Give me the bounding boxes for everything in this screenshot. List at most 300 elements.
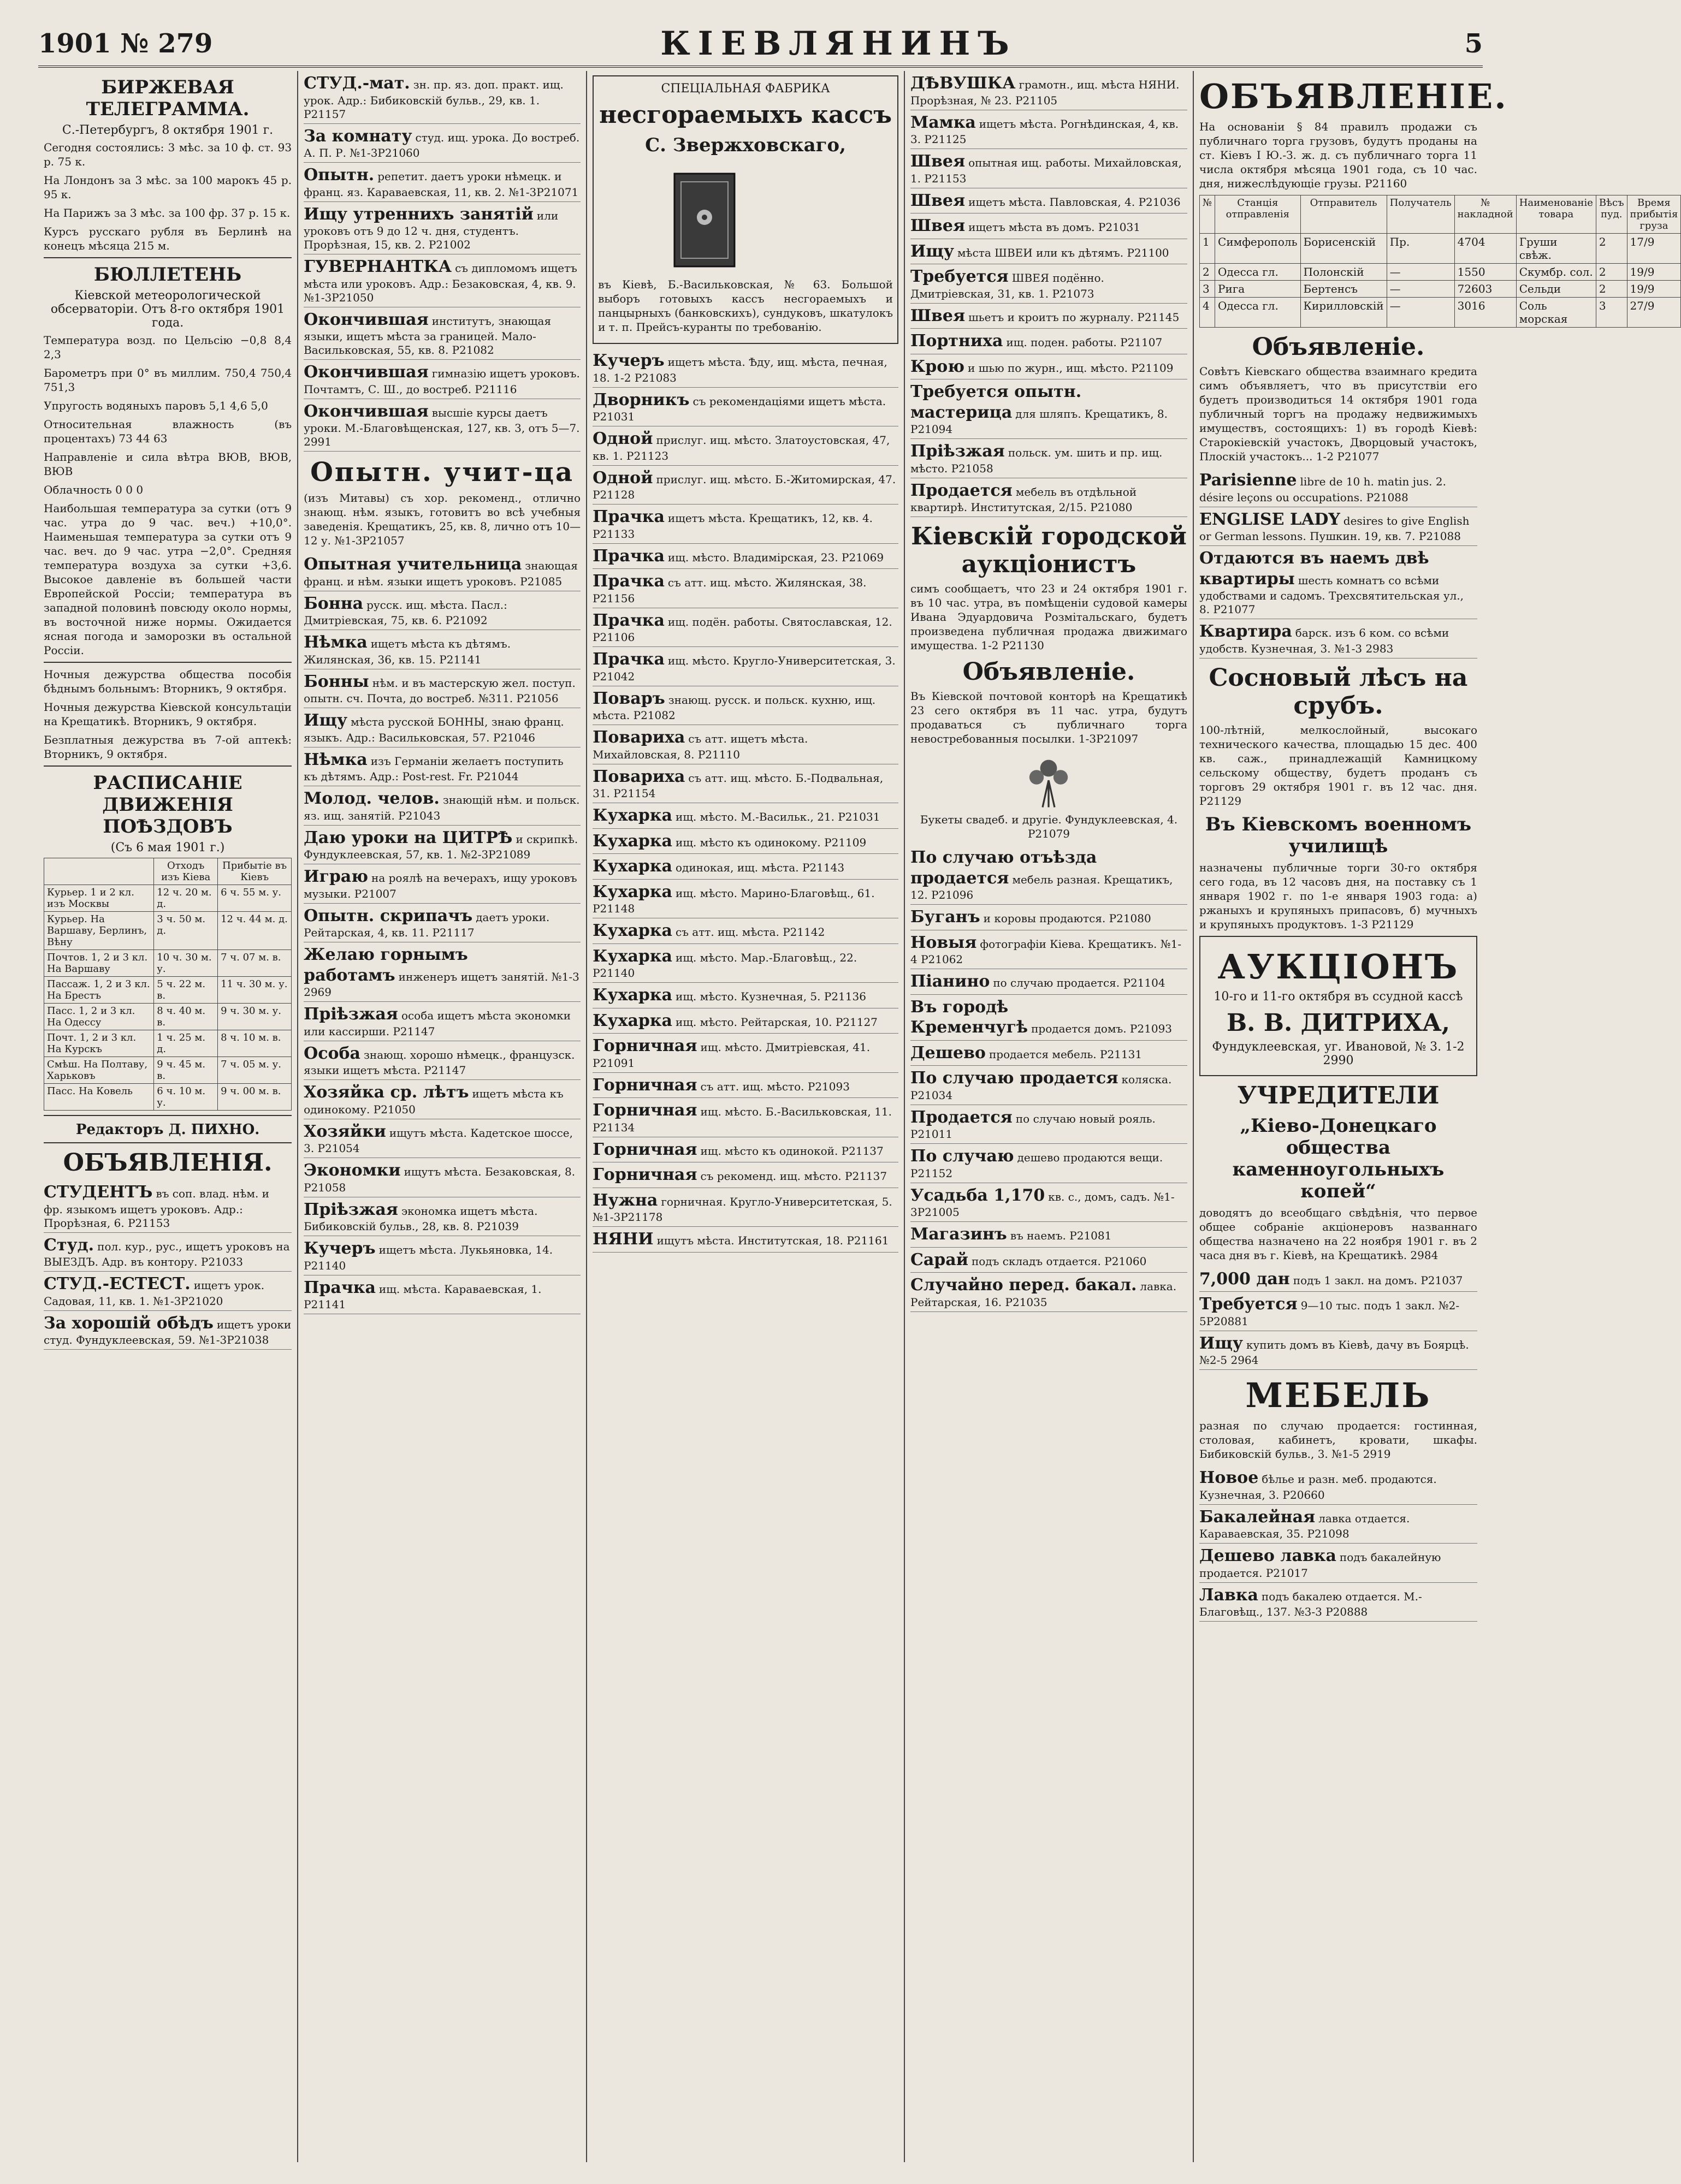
cargo-cell: Кирилловскій: [1300, 298, 1387, 328]
cargo-cell: Симферополь: [1215, 234, 1301, 264]
main-notice-text: На основаніи § 84 правилъ продажи съ публичнаго торга грузовъ, будутъ проданы на ст. Кіевъ I Ю.-З. ж. д. съ публичнаго торга 11 числа октября мѣсяца 1901 года, съ 10 час. дня, нижеслѣдующіе грузы. Р21160: [1199, 120, 1477, 190]
ad-title: ENGLISE LADY: [1199, 509, 1340, 529]
train-arrival: 8 ч. 10 м. в.: [218, 1030, 292, 1057]
ad-title: Дешево: [910, 1043, 986, 1063]
ad-title: Горничная: [593, 1165, 697, 1184]
cargo-cell: 2: [1596, 281, 1627, 298]
list-item: [593, 1137, 898, 1163]
council-title: Объявленіе.: [1252, 333, 1425, 361]
ad-text: ищетъ урок. Садовая, 11, кв. 1. №1-3Р21020: [44, 1279, 265, 1308]
list-item: [593, 426, 898, 466]
flower-caption: Букеты свадеб. и другіе. Фундуклеевская, 4. Р21079: [920, 813, 1178, 840]
cargo-col-header: №: [1199, 195, 1215, 234]
list-item: [910, 110, 1187, 150]
list-item: [910, 1273, 1187, 1312]
train-route: Почт. 1, 2 и 3 кл. На Курскъ: [44, 1030, 154, 1057]
ad-text: дешево продаются вещи. Р21152: [910, 1151, 1163, 1180]
ad-title: Ищу: [304, 711, 348, 730]
list-item: [304, 163, 581, 202]
table-row: [44, 912, 292, 950]
train-arrival: 7 ч. 07 м. в.: [218, 950, 292, 977]
ad-text: ищ. мѣсто. Марино-Благовѣщ., 61. Р21148: [593, 886, 875, 915]
forest-text: 100-лѣтній, мелкослойный, высокаго технического качества, площадью 15 дес. 400 кв. саж., принадлежащій Камницкому сельскому обществу, будетъ проданъ съ торговъ 29 октября 1901 г. въ 12 час. дня. Р21129: [1199, 723, 1477, 808]
ad-title: Прачка: [593, 610, 665, 630]
cargo-cell: 27/9: [1627, 298, 1681, 328]
ad-text: гимназію ищетъ уроковъ. Почтамтъ, С. Ш., до востреб. Р21116: [304, 367, 580, 396]
train-route: Пассаж. 1, 2 и 3 кл. На Брестъ: [44, 977, 154, 1004]
ad-title: Прачка: [304, 1278, 376, 1297]
ad-title: Требуется: [1199, 1295, 1298, 1314]
list-item: [593, 686, 898, 726]
main-notice-title: ОБЪЯВЛЕНІЕ.: [1199, 76, 1508, 116]
table-row: [44, 977, 292, 1004]
table-row: [44, 1004, 292, 1030]
ad-title: Кухарка: [593, 831, 672, 851]
ad-title: Ищу: [1199, 1333, 1243, 1353]
ad-title: Горничная: [593, 1075, 697, 1095]
military-text: назначены публичные торги 30-го октября сего года, въ 12 часовъ дня, на поставку съ 1 января 1902 г. по 1-е января 1903 года: а) ржаныхъ и крупяныхъ припасовъ, б) мучныхъ и крупяныхъ продуктовъ. 1-3 Р21129: [1199, 860, 1477, 931]
founders-name: „Кіево-Донецкаго общества каменноугольныхъ копей“: [1232, 1114, 1445, 1202]
ad-title: Пріѣзжая: [304, 1005, 398, 1024]
ad-text: подъ 1 закл. на домъ. Р21037: [1293, 1273, 1463, 1287]
ad-title: Пріѣзжая: [304, 1200, 398, 1219]
ad-text: мебель въ отдѣльной квартирѣ. Институтская, 2/15. Р21080: [910, 485, 1137, 514]
train-table: [44, 858, 292, 1111]
ad-title: Нѣмка: [304, 633, 368, 652]
ad-text: съ атт. ищ. мѣста. Р21142: [676, 925, 825, 939]
list-item: [1199, 1544, 1477, 1583]
list-item: [304, 360, 581, 399]
train-col-header: Прибытіе въ Кіевъ: [218, 858, 292, 885]
ad-title: Студ.: [44, 1235, 94, 1255]
ad-title: НЯНИ: [593, 1230, 654, 1249]
cargo-cell: 3: [1596, 298, 1627, 328]
ad-title: ГУВЕРНАНТКА: [304, 257, 452, 276]
issue-number: 1901 № 279: [38, 28, 213, 59]
ad-text: грамотн., ищ. мѣста НЯНИ. Прорѣзная, № 23. Р21105: [910, 78, 1180, 107]
ad-title: По случаю продается: [910, 1069, 1118, 1088]
train-route: Курьер. На Варшаву, Берлинъ, Вѣну: [44, 912, 154, 950]
cargo-cell: 1: [1199, 234, 1215, 264]
list-item: [304, 1041, 581, 1081]
list-item: [304, 669, 581, 709]
auction-text: симъ сообщаетъ, что 23 и 24 октября 1901 г. въ 10 час. утра, въ помѣщеніи судовой камеры Ивана Эдуардовича Розмітальскаго, будетъ произведена публичная продажа движимаго имущества. 1-2 Р21130: [910, 582, 1187, 652]
train-departure: 8 ч. 40 м. в.: [154, 1004, 218, 1030]
ad-text: даетъ уроки. Рейтарская, 4, кв. 11. Р21117: [304, 910, 550, 939]
ad-title: Случайно перед. бакал.: [910, 1275, 1137, 1295]
ad-text: ищутъ мѣста. Безаковская, 8. Р21058: [304, 1165, 576, 1194]
train-route: Курьер. 1 и 2 кл. изъ Москвы: [44, 885, 154, 912]
divider: [44, 257, 292, 258]
ad-title: Одной: [593, 429, 653, 448]
list-item: [304, 254, 581, 307]
ad-title: Нѣмка: [304, 750, 368, 769]
list-item: [304, 942, 581, 1002]
ad-title: Кухарка: [593, 1011, 672, 1030]
ad-text: въ наемъ. Р21081: [1010, 1229, 1112, 1242]
page-number: 5: [1464, 28, 1483, 59]
teacher-text: (изъ Митавы) съ хор. рекоменд., отлично знающ. нѣм. языкъ, готовитъ во всѣ учебныя заведенія. Крещатикъ, 25, кв. 8, лично отъ 10—12 у. №1-3Р21057: [304, 491, 581, 547]
ad-title: Портниха: [910, 331, 1003, 351]
ad-title: Прачка: [593, 507, 665, 526]
safe-factory-ad: [593, 75, 898, 344]
list-item: [304, 1197, 581, 1237]
col2-ads: [304, 71, 581, 452]
ad-title: За комнату: [304, 126, 412, 146]
ad-text: ищетъ мѣста. Павловская, 4. Р21036: [968, 195, 1181, 209]
ad-text: ищ. мѣста. Караваевская, 1. Р21141: [304, 1282, 542, 1311]
trains-subtitle: (Съ 6 мая 1901 г.): [110, 841, 225, 854]
ad-title: Дешево лавка: [1199, 1546, 1336, 1565]
ad-title: Особа: [304, 1043, 360, 1063]
list-item: [910, 1041, 1187, 1066]
col4-ads-2: [910, 845, 1187, 1312]
ad-title: Горничная: [593, 1101, 697, 1120]
ad-text: съ атт. ищ. мѣсто. Р21093: [700, 1079, 850, 1093]
list-item: [593, 944, 898, 983]
list-item: [304, 747, 581, 787]
list-item: [304, 552, 581, 591]
list-item: [593, 983, 898, 1008]
weather-line: Относительная влажность (въ процентахъ) 73 44 63: [44, 418, 292, 445]
weather-text: Наибольшая температура за сутки (отъ 9 час. утра до 9 час. веч.) +10,0°. Наименьшая температура за сутки отъ 9 час. веч. до 9 час. утра −2,0°. Средняя температура воздуха за сутки +3,6. Высокое давленіе въ большей части Европейской Россіи; температура въ западной половинѣ повсюду около нормы, въ восточной ниже нормы. Ожидается ясная погода и заморозки въ остальной Россіи.: [44, 502, 292, 657]
list-item: [593, 829, 898, 854]
column-2: [298, 71, 587, 2162]
ad-text: ищ. мѣсто къ одинокой. Р21137: [700, 1144, 884, 1158]
ad-text: подъ складъ отдается. Р21060: [971, 1254, 1147, 1268]
language-ads: [1199, 468, 1477, 546]
cargo-col-header: Время прибытія груза: [1627, 195, 1681, 234]
list-item: [910, 478, 1187, 518]
ad-title: Крою: [910, 357, 965, 376]
ad-title: Бакалейная: [1199, 1507, 1316, 1527]
list-item: [304, 826, 581, 865]
col2-ads-2: [304, 552, 581, 1314]
ad-title: Кухарка: [593, 921, 672, 940]
ad-title: Отдаются въ наемъ двѣ квартиры: [1199, 549, 1429, 589]
table-row: [44, 1030, 292, 1057]
cargo-cell: —: [1387, 281, 1454, 298]
auction-title: Кіевскій городской аукціонистъ: [911, 523, 1187, 578]
list-item: [910, 1105, 1187, 1144]
cargo-cell: Сельди: [1516, 281, 1596, 298]
ad-title: Кухарка: [593, 882, 672, 901]
list-item: [910, 239, 1187, 265]
ad-text: ищ. мѣсто. Владимірская, 23. Р21069: [667, 550, 884, 564]
list-item: [593, 1034, 898, 1073]
list-item: [593, 725, 898, 764]
ad-text: знающій нѣм. и польск. яз. ищ. занятій. Р21043: [304, 793, 580, 822]
table-row: [44, 1084, 292, 1111]
list-item: [593, 764, 898, 804]
ad-text: въ соп. влад. нѣм. и фр. языкомъ ищетъ уроковъ. Адр.: Прорѣзная, 6. Р21153: [44, 1187, 269, 1230]
ad-title: СТУД.-ЕСТЕСТ.: [44, 1274, 191, 1293]
cargo-cell: Груши свѣж.: [1516, 234, 1596, 264]
ad-text: знающ. хорошо нѣмецк., французск. языки ищетъ мѣста. Р21147: [304, 1048, 575, 1077]
train-arrival: 11 ч. 30 м. у.: [218, 977, 292, 1004]
ad-title: Прачка: [593, 546, 665, 566]
list-item: [304, 591, 581, 631]
ad-text: и скрипкѣ. Фундуклеевская, 57, кв. 1. №2-3Р21089: [304, 832, 578, 861]
telegram-lines: [44, 140, 292, 253]
furniture-title: МЕБЕЛЬ: [1245, 1375, 1431, 1415]
ad-text: высшіе курсы даетъ уроки. М.-Благовѣщенская, 127, кв. 3, отъ 5—7. 2991: [304, 406, 580, 448]
safe-text: въ Кіевѣ, Б.-Васильковская, № 63. Большой выборъ готовыхъ кассъ несгораемыхъ и панцырныхъ (банковскихъ), сундуковъ, шкатулокъ и т. п. Прейсъ-куранты по требованію.: [598, 278, 893, 334]
ad-text: съ атт. ищ. мѣсто. Жилянская, 38. Р21156: [593, 576, 867, 605]
list-item: [593, 608, 898, 648]
ad-title: Поваръ: [593, 689, 665, 708]
ad-text: ищ. мѣсто. Кругло-Университетская, 3. Р21042: [593, 654, 896, 683]
list-item: [910, 354, 1187, 380]
ad-text: продается мебель. Р21131: [989, 1047, 1143, 1061]
ad-title: Опытн. скрипачъ: [304, 906, 473, 925]
ad-title: Опытн.: [304, 165, 375, 185]
ad-text: мѣста ШВЕИ или къ дѣтямъ. Р21100: [957, 246, 1169, 259]
list-item: [593, 1073, 898, 1099]
council-text: Совѣтъ Кіевскаго общества взаимнаго кредита симъ объявляетъ, что въ присутствіи его будетъ производиться 14 октября 1901 года публичный торгъ на продажу недвижимыхъ имуществъ, состоящихъ: 1) въ городѣ Кіевѣ: Старокіевскій участокъ, Дворцовый участокъ, Плоскій участокъ... 1-2 Р21077: [1199, 365, 1477, 463]
ad-text: и шью по журн., ищ. мѣсто. Р21109: [968, 361, 1174, 375]
list-item: [1199, 546, 1477, 619]
ad-title: Кухарка: [593, 946, 672, 966]
ad-text: для шляпъ. Крещатикъ, 8. Р21094: [910, 407, 1168, 436]
ad-text: съ атт. ищ. мѣсто. Б.-Подвальная, 31. Р21154: [593, 771, 884, 800]
list-item: [910, 969, 1187, 995]
cargo-cell: Полонскій: [1300, 264, 1387, 281]
col3-ads: [593, 348, 898, 1253]
table-row: [1199, 281, 1680, 298]
forest-title: Сосновый лѣсъ на срубъ.: [1209, 663, 1468, 720]
ad-title: Бонны: [304, 672, 369, 691]
ad-title: Кучеръ: [593, 351, 665, 370]
list-item: [1199, 1331, 1477, 1370]
train-arrival: 7 ч. 05 м. у.: [218, 1057, 292, 1084]
ad-title: Даю уроки на ЦИТРѢ: [304, 828, 513, 847]
list-item: [304, 904, 581, 943]
cargo-cell: Бертенсъ: [1300, 281, 1387, 298]
ad-title: Parisienne: [1199, 471, 1297, 490]
list-item: [44, 1180, 292, 1233]
telegram-line: Курсъ русскаго рубля въ Берлинѣ на конецъ мѣсяца 215 м.: [44, 225, 292, 252]
ad-text: одинокая, ищ. мѣста. Р21143: [676, 861, 845, 874]
train-arrival: 12 ч. 44 м. д.: [218, 912, 292, 950]
list-item: [1199, 619, 1477, 658]
cargo-col-header: Станція отправленія: [1215, 195, 1301, 234]
cargo-cell: Одесса гл.: [1215, 298, 1301, 328]
ad-text: ищ. подён. работы. Святославская, 12. Р21106: [593, 615, 892, 644]
list-item: [304, 1080, 581, 1119]
cargo-col-header: Отправитель: [1300, 195, 1387, 234]
ad-text: купить домъ въ Кіевѣ, дачу въ Боярцѣ. №2-5 2964: [1199, 1338, 1469, 1367]
list-item: [593, 569, 898, 608]
list-item: [1199, 1505, 1477, 1544]
ad-text: кв. с., домъ, садъ. №1-3Р21005: [910, 1190, 1175, 1219]
table-row: [1199, 234, 1680, 264]
ad-title: Молод. челов.: [304, 789, 440, 808]
list-item: [1199, 1465, 1477, 1505]
flower-bouquet-icon: [1019, 750, 1079, 810]
column-1: [38, 71, 298, 2162]
ad-text: лавка. Рейтарская, 16. Р21035: [910, 1280, 1177, 1309]
cargo-cell: Соль морская: [1516, 298, 1596, 328]
cargo-cell: Одесса гл.: [1215, 264, 1301, 281]
ad-title: Магазинъ: [910, 1225, 1007, 1244]
train-col-header: Отходъ изъ Кіева: [154, 858, 218, 885]
cargo-cell: 4: [1199, 298, 1215, 328]
ad-text: ищетъ уроки студ. Фундуклеевская, 59. №1-3Р21038: [44, 1317, 292, 1346]
ad-text: прислуг. ищ. мѣсто. Златоустовская, 47, кв. 1. Р21123: [593, 434, 890, 462]
ad-title: Продается: [910, 1107, 1013, 1127]
list-item: [910, 1183, 1187, 1222]
ad-text: ШВЕЯ подённо. Дмитріевская, 31, кв. 1. Р21073: [910, 271, 1104, 300]
rent-ads: [1199, 546, 1477, 658]
weather-line: Барометръ при 0° въ миллим. 750,4 750,4 751,3: [44, 366, 292, 394]
train-route: Пасс. На Ковель: [44, 1084, 154, 1111]
divider: [44, 662, 292, 663]
list-item: [304, 1236, 581, 1275]
notice-text: Въ Кіевской почтовой конторѣ на Крещатикѣ 23 сего октября въ 11 час. утра, будутъ продаваться съ публичнаго торга невостребованныя посылки. 1-3Р21097: [910, 690, 1187, 745]
list-item: [593, 1098, 898, 1137]
train-arrival: 6 ч. 55 м. у.: [218, 885, 292, 912]
ad-title: Горничная: [593, 1140, 697, 1159]
safe-title: несгораемыхъ кассъ: [599, 101, 892, 129]
cargo-col-header: № накладной: [1454, 195, 1516, 234]
ad-text: бѣлье и разн. меб. продаются. Кузнечная, 3. Р20660: [1199, 1473, 1437, 1502]
ad-text: коляска. Р21034: [910, 1073, 1172, 1102]
cargo-cell: 4704: [1454, 234, 1516, 264]
small-ads: [1199, 1267, 1477, 1370]
editor-line: Редакторъ Д. ПИХНО.: [75, 1121, 260, 1138]
list-item: [593, 466, 898, 505]
auction-address: Фундуклеевская, уг. Ивановой, № 3. 1-2 2990: [1212, 1040, 1465, 1067]
ad-title: Хозяйки: [304, 1121, 386, 1141]
ad-text: ищетъ мѣста къ дѣтямъ. Жилянская, 36, кв. 15. Р21141: [304, 637, 511, 666]
ad-text: продается домъ. Р21093: [1031, 1022, 1173, 1035]
ad-title: Кучеръ: [304, 1239, 376, 1258]
ad-title: Окончившая: [304, 363, 429, 382]
list-item: [304, 786, 581, 826]
ad-title: Кухарка: [593, 986, 672, 1005]
ad-text: экономка ищетъ мѣста. Бибиковскій бульв., 28, кв. 8. Р21039: [304, 1204, 538, 1233]
ad-text: мѣста русской БОННЫ, знаю франц. языкъ. Адр.: Васильковская, 57. Р21046: [304, 715, 564, 744]
cargo-col-header: Наименованіе товара: [1516, 195, 1596, 234]
list-item: [1199, 1267, 1477, 1292]
weather-line: Температура возд. по Цельсію −0,8 8,4 2,3: [44, 334, 292, 361]
ad-text: опытная ищ. работы. Михайловская, 1. Р21153: [910, 156, 1182, 185]
column-3: [587, 71, 905, 2162]
ad-text: съ рекоменд. ищ. мѣсто. Р21137: [700, 1170, 887, 1183]
cargo-cell: Рига: [1215, 281, 1301, 298]
table-row: [44, 1057, 292, 1084]
ad-text: и коровы продаются. Р21080: [983, 912, 1151, 925]
cargo-col-header: Получатель: [1387, 195, 1454, 234]
ad-title: Швея: [910, 216, 966, 235]
ad-text: нѣм. и въ мастерскую жел. поступ. опытн. сч. Почта, до востреб. №311. Р21056: [304, 676, 576, 705]
ad-title: Швея: [910, 152, 966, 171]
ad-title: Швея: [910, 191, 966, 210]
list-item: [1199, 468, 1477, 507]
list-item: [304, 399, 581, 452]
list-item: [304, 1275, 581, 1315]
ad-text: ищ. поден. работы. Р21107: [1006, 336, 1163, 349]
ad-title: Желаю горнымъ работамъ: [304, 945, 468, 985]
ad-text: зн. пр. яз. доп. практ. ищ. урок. Адр.: Бибиковскій бульв., 29, кв. 1. Р21157: [304, 78, 564, 121]
ad-text: ищ. мѣсто. Дмитріевская, 41. Р21091: [593, 1041, 871, 1070]
ad-text: ищутъ мѣста. Институтская, 18. Р21161: [656, 1234, 889, 1247]
list-item: [910, 329, 1187, 354]
cargo-cell: 2: [1596, 234, 1627, 264]
column-4: [905, 71, 1194, 2162]
ad-title: Требуется: [910, 267, 1009, 286]
ad-text: или уроковъ отъ 9 до 12 ч. дня, студентъ. Прорѣзная, 15, кв. 2. Р21002: [304, 209, 559, 251]
ad-text: институтъ, знающая языки, ищетъ мѣста за границей. Мало-Васильковская, 55, кв. 8. Р21082: [304, 314, 552, 357]
ads-title: ОБЪЯВЛЕНІЯ.: [63, 1149, 273, 1177]
train-route: Почтов. 1, 2 и 3 кл. На Варшаву: [44, 950, 154, 977]
list-item: [304, 1119, 581, 1159]
cargo-cell: Борисенскій: [1300, 234, 1387, 264]
ad-title: Пiанино: [910, 972, 990, 991]
ad-text: особа ищетъ мѣста экономки или кассирши. Р21147: [304, 1009, 571, 1038]
telegram-line: На Парижъ за 3 мѣс. за 100 фр. 37 р. 15 к.: [44, 206, 291, 219]
ad-text: барск. изъ 6 ком. со всѣми удобств. Кузнечная, 3. №1-3 2983: [1199, 626, 1449, 655]
list-item: [910, 905, 1187, 930]
telegram-line: Сегодня состоялись: 3 мѣс. за 10 ф. ст. 93 р. 75 к.: [44, 141, 292, 168]
col4-ads: [910, 71, 1187, 517]
ad-title: Продается: [910, 480, 1013, 500]
list-item: [910, 149, 1187, 188]
telegram-title: БИРЖЕВАЯ ТЕЛЕГРАММА.: [86, 76, 250, 120]
duty-line: Ночныя дежурства общества пособія бѣднымъ больнымъ: Вторникъ, 9 октября.: [44, 668, 292, 695]
end-ads: [1199, 1465, 1477, 1622]
list-item: [593, 803, 898, 829]
table-row: [1199, 298, 1680, 328]
ad-text: шесть комнатъ со всѣми удобствами и садомъ. Трехсвятительская ул., 8. Р21077: [1199, 573, 1464, 616]
ad-text: по случаю продается. Р21104: [993, 976, 1165, 989]
ad-title: За хорошій обѣдъ: [44, 1313, 214, 1333]
ad-title: Хозяйка ср. лѣтъ: [304, 1083, 469, 1102]
cargo-cell: 3016: [1454, 298, 1516, 328]
telegram-place: С.-Петербургъ, 8 октября 1901 г.: [62, 123, 274, 137]
list-item: [44, 1272, 292, 1311]
list-item: [910, 213, 1187, 239]
divider: [44, 1115, 292, 1116]
trains-title: РАСПИСАНІЕ ДВИЖЕНІЯ ПОѢЗДОВЪ: [93, 772, 242, 838]
list-item: [593, 880, 898, 919]
masthead: [38, 22, 1483, 68]
ad-text: съ дипломомъ ищетъ мѣста или уроковъ. Адр.: Безаковская, 4, кв. 9. №1-3Р21050: [304, 262, 577, 304]
ad-title: СТУД.-мат.: [304, 74, 410, 93]
list-item: [593, 388, 898, 427]
ad-text: ищутъ мѣста. Кадетское шоссе, 3. Р21054: [304, 1126, 573, 1155]
ad-text: фотографіи Кіева. Крещатикъ. №1-4 Р21062: [910, 937, 1182, 966]
ad-title: Въ городѣ Кременчугѣ: [910, 997, 1028, 1037]
ad-title: Сарай: [910, 1250, 968, 1269]
ad-text: ищетъ мѣста. Крещатикъ, 12, кв. 4. Р21133: [593, 512, 873, 541]
list-item: [910, 930, 1187, 970]
ad-title: Повариха: [593, 767, 685, 786]
table-row: [44, 885, 292, 912]
ad-title: Окончившая: [304, 401, 429, 421]
ad-text: горничная. Кругло-Университетская, 5. №1-3Р21178: [593, 1195, 892, 1224]
ad-text: 9—10 тыс. подъ 1 закл. №2-5Р20881: [1199, 1299, 1460, 1328]
ad-text: шьетъ и кроитъ по журналу. Р21145: [968, 310, 1180, 324]
list-item: [304, 1002, 581, 1041]
list-item: [304, 630, 581, 669]
divider: [44, 765, 292, 767]
list-item: [910, 845, 1187, 905]
train-departure: 5 ч. 22 м. в.: [154, 977, 218, 1004]
cargo-cell: 2: [1596, 264, 1627, 281]
list-item: [593, 1188, 898, 1227]
